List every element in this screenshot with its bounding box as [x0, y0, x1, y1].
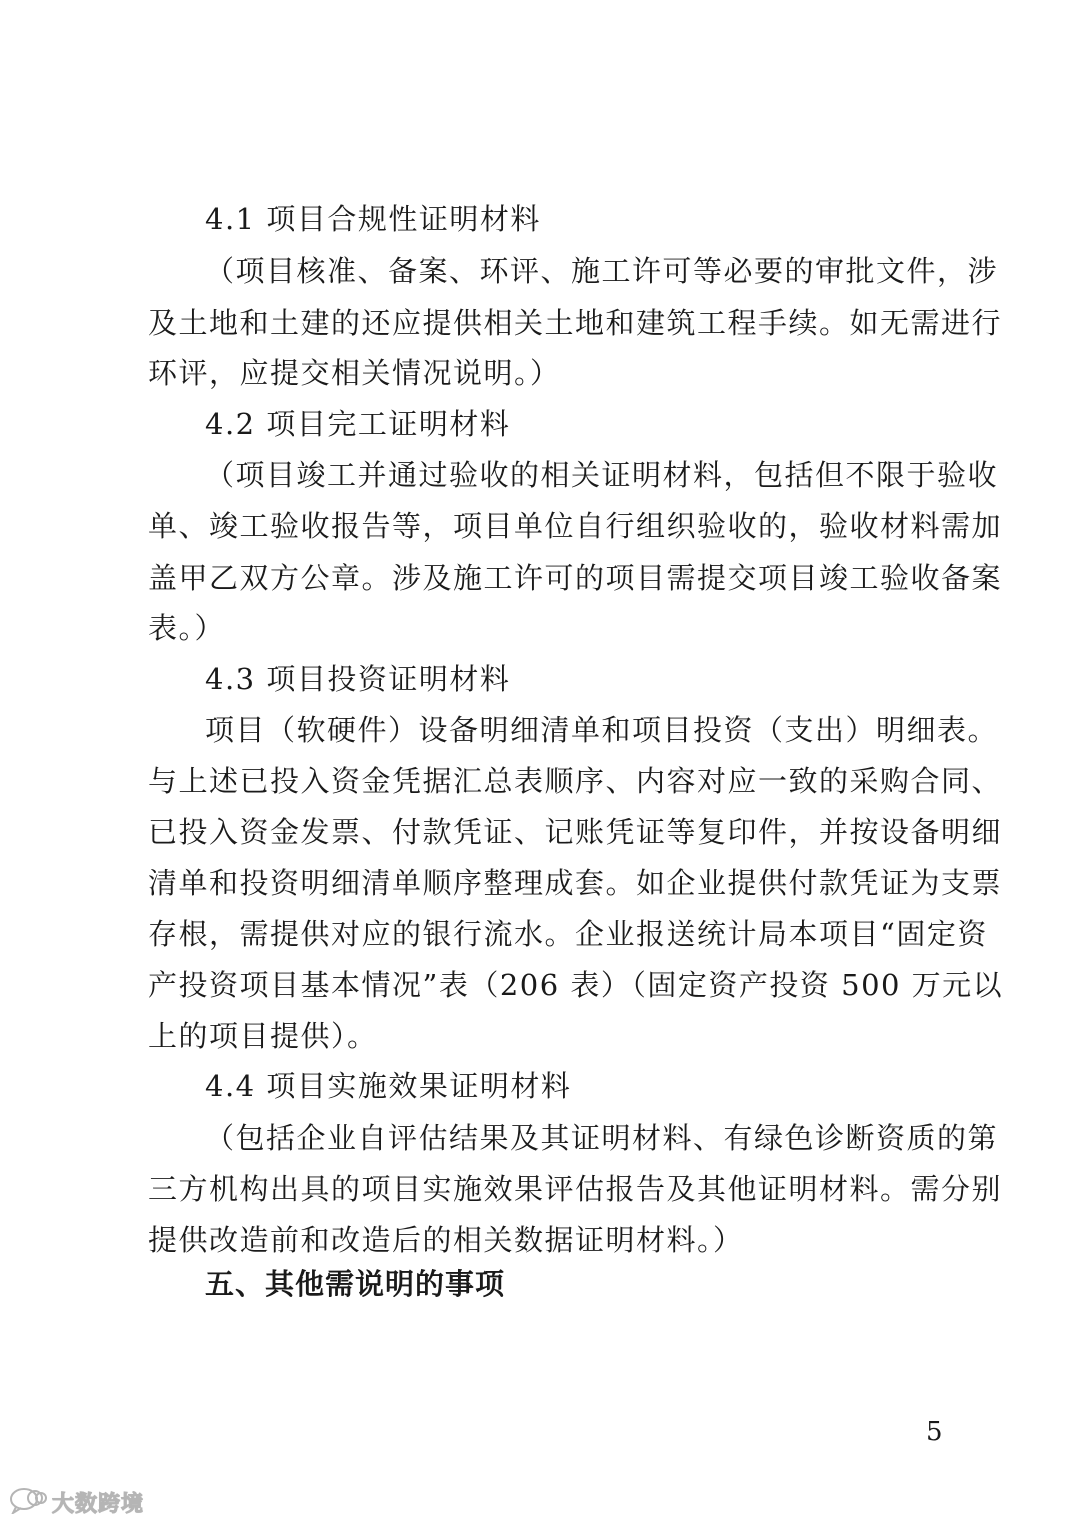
paragraph-line: （包括企业自评估结果及其证明材料、有绿色诊断资质的第 — [205, 1121, 999, 1155]
paragraph-line: 及土地和土建的还应提供相关土地和建筑工程手续。如无需进行 — [148, 306, 1003, 340]
paragraph-line: 三方机构出具的项目实施效果评估报告及其他证明材料。需分别 — [148, 1172, 1003, 1206]
paragraph-line: 环评，应提交相关情况说明。） — [148, 356, 561, 390]
paragraph-line: 上的项目提供）。 — [148, 1019, 378, 1053]
watermark-text: 大数跨境 — [52, 1491, 145, 1517]
chat-bubble-logo-icon — [8, 1486, 48, 1518]
paragraph-line: 项目（软硬件）设备明细清单和项目投资（支出）明细表。 — [205, 713, 999, 747]
watermark — [8, 1487, 144, 1517]
page-number: 5 — [926, 1417, 943, 1447]
section-heading-4-3: 4.3 项目投资证明材料 — [205, 662, 511, 696]
paragraph-line: 单、竣工验收报告等，项目单位自行组织验收的，验收材料需加 — [148, 509, 1003, 543]
chapter-heading: 五、其他需说明的事项 — [205, 1267, 506, 1301]
paragraph-line: 已投入资金发票、付款凭证、记账凭证等复印件，并按设备明细 — [148, 815, 1003, 849]
paragraph-line: 清单和投资明细清单顺序整理成套。如企业提供付款凭证为支票 — [148, 866, 1003, 900]
paragraph-line: 存根，需提供对应的银行流水。企业报送统计局本项目“固定资 — [148, 917, 988, 951]
paragraph-line: 提供改造前和改造后的相关数据证明材料。） — [148, 1223, 744, 1257]
section-heading-4-4: 4.4 项目实施效果证明材料 — [205, 1069, 572, 1103]
paragraph-line: （项目竣工并通过验收的相关证明材料，包括但不限于验收 — [205, 458, 999, 492]
paragraph-line: 盖甲乙双方公章。涉及施工许可的项目需提交项目竣工验收备案 — [148, 561, 1003, 595]
section-heading-4-1: 4.1 项目合规性证明材料 — [205, 202, 541, 236]
section-heading-4-2: 4.2 项目完工证明材料 — [205, 407, 511, 441]
paragraph-line: （项目核准、备案、环评、施工许可等必要的审批文件，涉 — [205, 254, 999, 288]
paragraph-line: 产投资项目基本情况”表（206 表）（固定资产投资 500 万元以 — [148, 968, 1004, 1002]
paragraph-line: 与上述已投入资金凭据汇总表顺序、内容对应一致的采购合同、 — [148, 764, 1003, 798]
paragraph-line: 表。） — [148, 611, 226, 645]
